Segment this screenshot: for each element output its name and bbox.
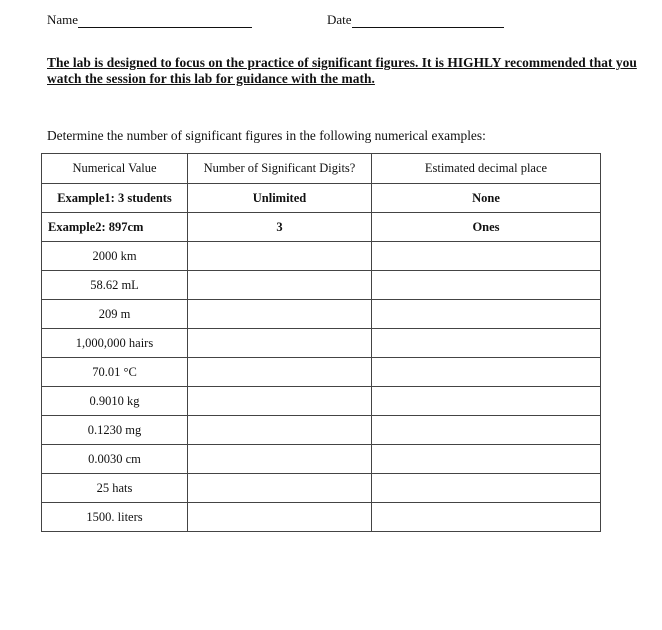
decimal-place-answer-cell[interactable] — [372, 358, 601, 387]
example-decimal-place: None — [372, 184, 601, 213]
sig-digits-answer-cell[interactable] — [188, 242, 372, 271]
table-row — [42, 387, 601, 416]
table-row — [42, 271, 601, 300]
value-cell: 2000 km — [42, 242, 188, 271]
value-cell: 0.0030 cm — [42, 445, 188, 474]
table-row — [42, 242, 601, 271]
table-row — [42, 329, 601, 358]
example-sig-digits: Unlimited — [188, 184, 372, 213]
sig-digits-answer-cell[interactable] — [188, 300, 372, 329]
date-label: Date — [327, 12, 352, 27]
sig-digits-answer-cell[interactable] — [188, 387, 372, 416]
table-row — [42, 300, 601, 329]
value-cell: 58.62 mL — [42, 271, 188, 300]
table-row — [42, 358, 601, 387]
sig-digits-answer-cell[interactable] — [188, 416, 372, 445]
value-cell: 70.01 °C — [42, 358, 188, 387]
value-cell: 0.1230 mg — [42, 416, 188, 445]
decimal-place-answer-cell[interactable] — [372, 300, 601, 329]
decimal-place-answer-cell[interactable] — [372, 445, 601, 474]
column-header-decimal-place: Estimated decimal place — [372, 154, 601, 184]
example-row — [42, 213, 601, 242]
decimal-place-answer-cell[interactable] — [372, 416, 601, 445]
example-row — [42, 184, 601, 213]
sig-digits-answer-cell[interactable] — [188, 445, 372, 474]
sig-digits-answer-cell[interactable] — [188, 474, 372, 503]
name-label: Name — [47, 12, 79, 27]
value-cell: 25 hats — [42, 474, 188, 503]
value-cell: 209 m — [42, 300, 188, 329]
table-row — [42, 474, 601, 503]
lab-notice: The lab is designed to focus on the practice of significant figures. It is HIGHLY recommended that you watch the session for this lab for guidance with the math. — [47, 55, 637, 86]
example-value: Example1: 3 students — [42, 184, 188, 213]
sig-digits-answer-cell[interactable] — [188, 503, 372, 532]
sig-figs-table — [41, 153, 601, 532]
sig-digits-answer-cell[interactable] — [188, 271, 372, 300]
decimal-place-answer-cell[interactable] — [372, 474, 601, 503]
decimal-place-answer-cell[interactable] — [372, 503, 601, 532]
name-line[interactable] — [78, 14, 252, 28]
value-cell: 0.9010 kg — [42, 387, 188, 416]
decimal-place-answer-cell[interactable] — [372, 242, 601, 271]
sig-digits-answer-cell[interactable] — [188, 329, 372, 358]
value-cell: 1500. liters — [42, 503, 188, 532]
example-decimal-place: Ones — [372, 213, 601, 242]
table-row — [42, 416, 601, 445]
table-header-row — [42, 154, 601, 184]
example-sig-digits: 3 — [188, 213, 372, 242]
instructions-text: Determine the number of significant figures in the following numerical examples: — [47, 128, 486, 143]
column-header-significant-digits: Number of Significant Digits? — [188, 154, 372, 184]
decimal-place-answer-cell[interactable] — [372, 329, 601, 358]
column-header-numerical-value: Numerical Value — [42, 154, 188, 184]
example-value: Example2: 897cm — [42, 213, 188, 242]
table-row — [42, 503, 601, 532]
name-field[interactable] — [47, 12, 252, 28]
table-row — [42, 445, 601, 474]
decimal-place-answer-cell[interactable] — [372, 387, 601, 416]
date-field[interactable] — [327, 12, 504, 28]
date-line[interactable] — [352, 14, 504, 28]
sig-digits-answer-cell[interactable] — [188, 358, 372, 387]
decimal-place-answer-cell[interactable] — [372, 271, 601, 300]
value-cell: 1,000,000 hairs — [42, 329, 188, 358]
